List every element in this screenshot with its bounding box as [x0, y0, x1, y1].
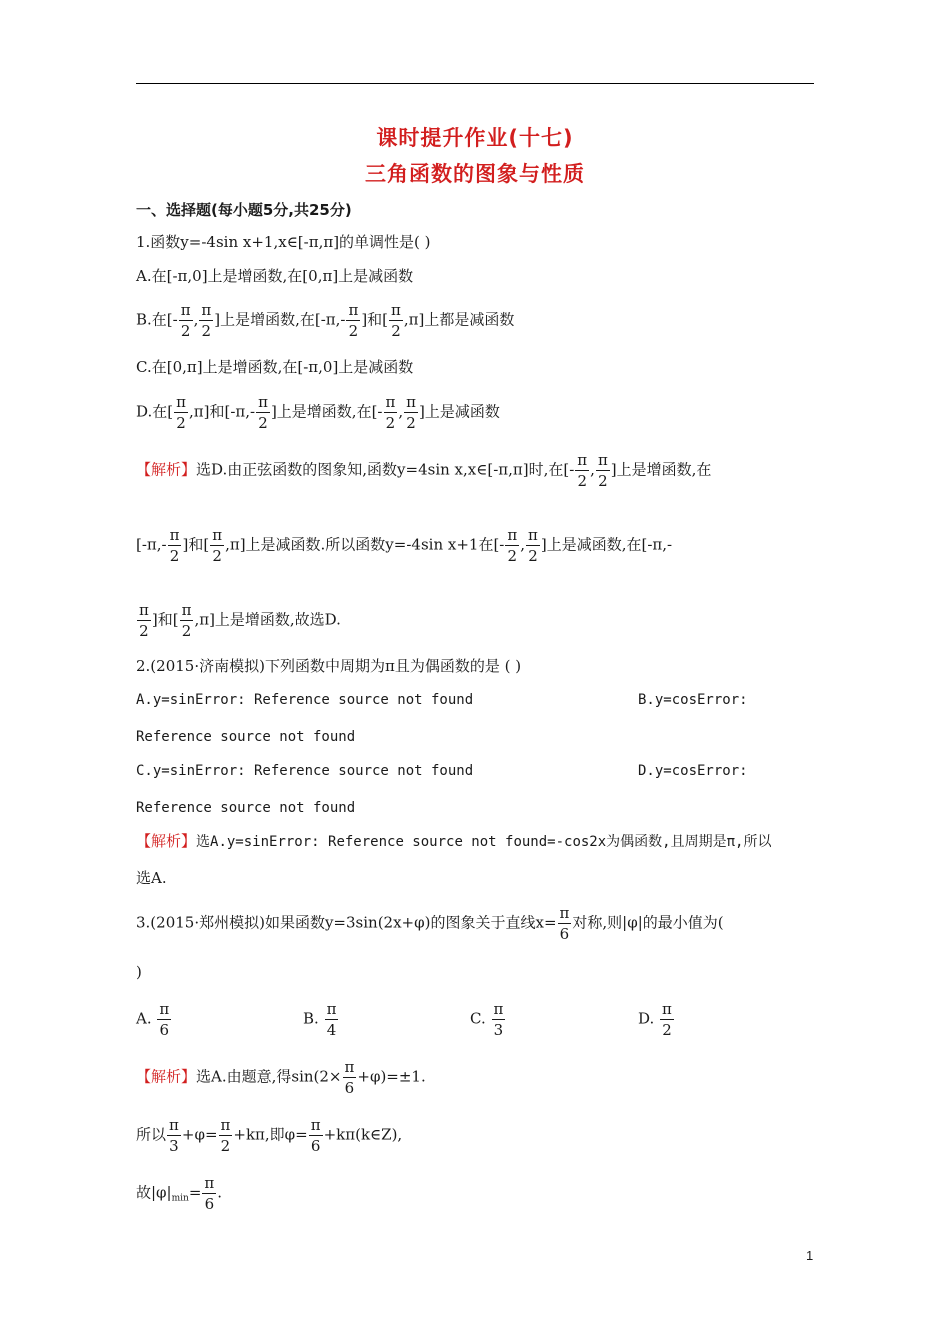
q2-option-d: D.y=cosError: [638, 763, 748, 779]
solution-tag: 【解析】 [136, 832, 197, 850]
fraction: $\frac{\pi}{2}$ [662, 1000, 672, 1039]
fraction: $\frac{\pi}{2}$ [597, 451, 608, 490]
fraction: $\frac{\pi}{6}$ [559, 904, 570, 943]
fraction: $\frac{\pi}{2}$ [201, 301, 212, 340]
fraction: $\frac{\pi}{2}$ [180, 301, 191, 340]
q3-solution-line2: 所以 $\frac{\pi}{3}$ +φ= $\frac{\pi}{2}$ +kπ,即φ= $\frac{\pi}{6}$ +kπ(k∈Z), [136, 1116, 403, 1155]
q2-option-d-cont: Reference source not found [136, 800, 356, 816]
fraction: $\frac{\pi}{2}$ [528, 526, 538, 565]
q2-option-b: B.y=cosError: [638, 692, 748, 708]
q2-solution-line1: 【解析】选A.y=sinError: Reference source not found=-cos2x为偶函数,且周期是π,所以 [136, 832, 772, 850]
fraction: $\frac{\pi}{2}$ [139, 601, 149, 640]
q1-stem: 1.函数y=-4sin x+1,x∈[-π,π]的单调性是( ) [136, 233, 431, 251]
q2-option-b-cont: Reference source not found [136, 729, 356, 745]
fraction: $\frac{\pi}{6}$ [159, 1000, 170, 1039]
q2-option-a: A.y=sinError: Reference source not found [136, 692, 474, 708]
fraction: $\frac{\pi}{2}$ [258, 393, 268, 432]
q2-solution-line2: 选A. [136, 869, 167, 887]
fraction: $\frac{\pi}{2}$ [212, 526, 223, 565]
q2-option-c: C.y=sinError: Reference source not found [136, 763, 474, 779]
fraction: $\frac{\pi}{2}$ [391, 301, 401, 340]
fraction: $\frac{\pi}{2}$ [181, 601, 192, 640]
fraction: $\frac{\pi}{2}$ [176, 393, 186, 432]
fraction: $\frac{\pi}{6}$ [204, 1174, 215, 1213]
page-number: 1 [806, 1248, 814, 1263]
header-rule [136, 83, 814, 84]
q1-option-a: A.在[-π,0]上是增函数,在[0,π]上是减函数 [136, 267, 414, 285]
q3-option-a: A. $\frac{\pi}{6}$ [136, 1000, 170, 1039]
solution-tag: 【解析】 [136, 1067, 197, 1086]
q3-solution-line3: 故$|\varphi|_{min}=$ $\frac{\pi}{6}$ . [136, 1174, 223, 1213]
page-title: 课时提升作业(十七) [376, 126, 574, 150]
q1-solution-line2: [-π,- $\frac{\pi}{2}$ ]和[ $\frac{\pi}{2}$ ,π]上是减函数.所以函数y=-4sin x+1在[- $\frac{\pi}{2}$ , $\frac{\pi}{2}$ ]上是减函数,在[-π,- [136, 526, 673, 565]
q3-option-c: C. $\frac{\pi}{3}$ [470, 1000, 504, 1039]
q1-option-b: B.在[- $\frac{\pi}{2}$ , $\frac{\pi}{2}$ ]上是增函数,在[-π,- $\frac{\pi}{2}$ ]和[ $\frac{\pi}{2}$ ,π]上都是减函数 [136, 301, 515, 340]
fraction: $\frac{\pi}{2}$ [406, 393, 416, 432]
fraction: $\frac{\pi}{4}$ [326, 1000, 337, 1039]
fraction: $\frac{\pi}{2}$ [507, 526, 518, 565]
q3-option-b: B. $\frac{\pi}{4}$ [303, 1000, 337, 1039]
fraction: $\frac{\pi}{6}$ [344, 1058, 355, 1097]
fraction: $\frac{\pi}{2}$ [220, 1116, 231, 1155]
q1-option-c: C.在[0,π]上是增函数,在[-π,0]上是减函数 [136, 358, 414, 376]
fraction: $\frac{\pi}{2}$ [348, 301, 359, 340]
q1-option-d: D.在[ $\frac{\pi}{2}$ ,π]和[-π,- $\frac{\pi}{2}$ ]上是增函数,在[- $\frac{\pi}{2}$ , $\frac{\pi}{2}$ ]上是减函数 [136, 393, 500, 432]
q2-stem: 2.(2015·济南模拟)下列函数中周期为π且为偶函数的是 ( ) [136, 657, 522, 675]
fraction: $\frac{\pi}{2}$ [169, 526, 180, 565]
q1-solution-line1: 【解析】选D.由正弦函数的图象知,函数y=4sin x,x∈[-π,π]时,在[- $\frac{\pi}{2}$ , $\frac{\pi}{2}$ ]上是增函数,在 [136, 451, 712, 490]
q1-solution-line3: $\frac{\pi}{2}$ ]和[ $\frac{\pi}{2}$ ,π]上是增函数,故选D. [139, 601, 341, 640]
q3-option-d: D. $\frac{\pi}{2}$ [638, 1000, 672, 1039]
fraction: $\frac{\pi}{2}$ [577, 451, 588, 490]
page-subtitle: 三角函数的图象与性质 [365, 162, 585, 186]
solution-tag: 【解析】 [136, 460, 197, 479]
fraction: $\frac{\pi}{3}$ [493, 1000, 504, 1039]
fraction: $\frac{\pi}{6}$ [310, 1116, 321, 1155]
q3-solution-line1: 【解析】选A.由题意,得sin(2× $\frac{\pi}{6}$ +φ)=±1. [136, 1058, 426, 1097]
fraction: $\frac{\pi}{2}$ [385, 393, 396, 432]
q3-stem: 3.(2015·郑州模拟)如果函数y=3sin(2x+φ)的图象关于直线x= $\frac{\pi}{6}$ 对称,则|φ|的最小值为( [136, 904, 724, 943]
q3-stem-cont: ) [136, 963, 142, 981]
section-heading: 一、选择题(每小题5分,共25分) [136, 201, 352, 219]
fraction: $\frac{\pi}{3}$ [169, 1116, 179, 1155]
